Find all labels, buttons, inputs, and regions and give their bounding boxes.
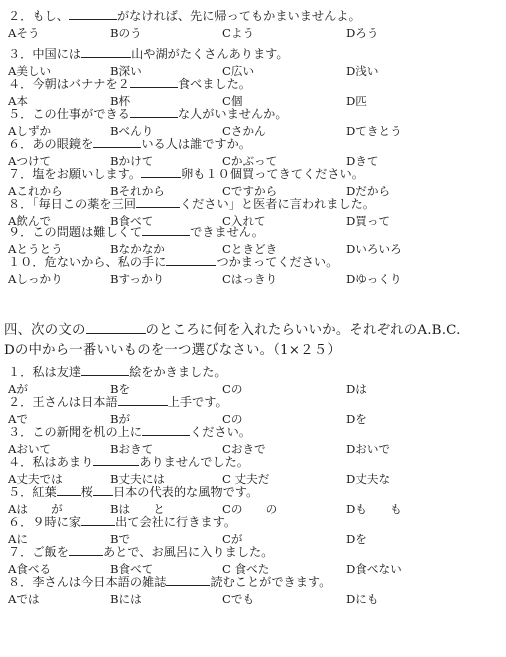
sq-option-d[interactable]: D食べない <box>346 562 402 576</box>
sq-option-a[interactable]: A丈夫では <box>8 472 63 486</box>
q-answer-blank[interactable] <box>69 8 117 20</box>
sq-question-text: ８．李さんは今日本語の雑誌 <box>8 575 167 589</box>
q-question-text: 山や湖がたくさんあります。 <box>131 47 289 61</box>
sq-option-a[interactable]: Aで <box>8 412 28 426</box>
sq-option-c[interactable]: Cの <box>222 412 243 426</box>
q-option-a[interactable]: Aこれから <box>8 184 63 198</box>
sq-answer-blank[interactable] <box>93 454 139 466</box>
q-question-text: 食べました。 <box>177 77 251 91</box>
q-option-a[interactable]: A美しい <box>8 64 52 78</box>
q-option-b[interactable]: Bすっかり <box>110 272 165 286</box>
sq-option-c[interactable]: Cが <box>222 532 243 546</box>
q-option-c[interactable]: Cですから <box>222 184 278 198</box>
q-question-8 <box>8 224 264 239</box>
q-option-b[interactable]: Bそれから <box>110 184 165 198</box>
q-question-2 <box>8 46 289 61</box>
q-answer-blank[interactable] <box>142 224 190 236</box>
sq-answer-blank[interactable] <box>166 574 210 586</box>
sq-question-text: 絵をかきました。 <box>129 365 227 379</box>
q-question-text: ９．この問題は難しくて <box>8 225 143 239</box>
q-question-text: ５．この仕事ができる <box>8 107 130 121</box>
q-question-text: 卵も１０個買ってきてください。 <box>181 167 364 181</box>
sq-question-text: 出て会社に行きます。 <box>115 515 237 529</box>
q-answer-blank[interactable] <box>130 76 178 88</box>
sq-question-text: ２．王さんは日本語 <box>8 395 118 409</box>
q-answer-blank[interactable] <box>93 136 141 148</box>
sq-option-c[interactable]: C 食べた <box>222 562 270 576</box>
sq-option-b[interactable]: Bで <box>110 532 131 546</box>
sq-option-b[interactable]: B丈夫には <box>110 472 165 486</box>
q-question-9 <box>8 254 338 269</box>
sq-question-text: １．私は友達 <box>8 365 82 379</box>
q-option-c[interactable]: C個 <box>222 94 243 108</box>
section-heading-line2: Dの中から一番いいものを一つ選びなさい。（1×２５） <box>4 343 341 358</box>
q-option-a[interactable]: A本 <box>8 94 28 108</box>
q-question-7 <box>8 196 375 211</box>
sq-question-5 <box>8 484 258 499</box>
q-option-c[interactable]: C広い <box>222 64 255 78</box>
q-option-a[interactable]: Aしずか <box>8 124 52 138</box>
section-heading-line1 <box>4 322 461 339</box>
q-option-d[interactable]: Dいろいろ <box>346 242 402 256</box>
q-option-d[interactable]: Dろう <box>346 26 379 40</box>
q-option-c[interactable]: Cかぶって <box>222 154 278 168</box>
sq-option-c[interactable]: C 丈夫だ <box>222 472 270 486</box>
sq-answer-blank[interactable] <box>81 514 115 526</box>
sq-option-d[interactable]: Dも も <box>346 502 402 516</box>
sq-question-text: ５．紅葉 <box>8 485 57 499</box>
q-answer-blank[interactable] <box>130 106 178 118</box>
q-question-text: な人がいませんか。 <box>177 107 288 121</box>
q-option-c[interactable]: Cさかん <box>222 124 266 138</box>
q-option-a[interactable]: A飲んで <box>8 214 52 228</box>
q-question-1 <box>8 8 361 23</box>
q-option-a[interactable]: Aつけて <box>8 154 52 168</box>
q-answer-blank[interactable] <box>81 46 131 58</box>
q-question-text: ２．もし、 <box>8 9 69 23</box>
sq-question-text: ３．この新聞を机の上に <box>8 425 143 439</box>
q-option-c[interactable]: Cときどき <box>222 242 278 256</box>
sq-question-text: 読むことができます。 <box>210 575 332 589</box>
sq-question-text: ６．９時に家 <box>8 515 82 529</box>
sq-question-text: 上手です。 <box>167 395 228 409</box>
q-question-text: ４．今朝はバナナを２ <box>8 77 130 91</box>
q-option-d[interactable]: Dてきとう <box>346 124 402 138</box>
q-option-c[interactable]: Cよう <box>222 26 255 40</box>
section-blank[interactable] <box>86 322 146 334</box>
sq-option-c[interactable]: Cでも <box>222 592 255 606</box>
sq-question-3 <box>8 424 251 439</box>
sq-option-a[interactable]: Aが <box>8 382 28 396</box>
sq-question-2 <box>8 394 228 409</box>
sq-option-a[interactable]: Aに <box>8 532 28 546</box>
sq-option-d[interactable]: Dおいで <box>346 442 391 456</box>
q-question-text: １０．危ないから、私の手に <box>8 255 167 269</box>
sq-question-text: ください。 <box>190 425 251 439</box>
q-question-text: ８．「毎日この薬を三回 <box>8 197 136 211</box>
sq-option-c[interactable]: Cの <box>222 382 243 396</box>
sq-question-text: ありませんでした。 <box>139 455 249 469</box>
section-text: のところに何を入れたらいいか。それぞれのA.B.C. <box>145 323 461 338</box>
sq-question-text: あとで、お風呂に入りました。 <box>102 545 274 559</box>
q-option-b[interactable]: Bのう <box>110 26 142 40</box>
sq-option-b[interactable]: Bおきて <box>110 442 154 456</box>
q-question-text: ください」と医者に言われました。 <box>179 197 375 211</box>
q-option-b[interactable]: B杯 <box>110 94 131 108</box>
q-option-d[interactable]: Dきて <box>346 154 379 168</box>
q-question-text: できません。 <box>190 225 264 239</box>
q-question-text: つかまってください。 <box>216 255 339 269</box>
q-question-text: ７．塩をお願いします。 <box>8 167 142 181</box>
q-option-b[interactable]: B食べて <box>110 214 154 228</box>
q-question-4 <box>8 106 288 121</box>
q-question-text: いる人は誰ですか。 <box>141 137 251 151</box>
sq-question-text: 日本の代表的な風物です。 <box>112 485 259 499</box>
sq-answer-blank[interactable] <box>118 394 168 406</box>
q-question-text: ３．中国には <box>8 47 82 61</box>
q-option-a[interactable]: Aしっかり <box>8 272 63 286</box>
q-option-a[interactable]: Aそう <box>8 26 40 40</box>
sq-option-b[interactable]: Bには <box>110 592 142 606</box>
sq-option-b[interactable]: Bを <box>110 382 131 396</box>
sq-option-a[interactable]: A食べる <box>8 562 52 576</box>
q-option-d[interactable]: D買って <box>346 214 391 228</box>
q-option-b[interactable]: B深い <box>110 64 142 78</box>
q-answer-blank[interactable] <box>166 254 216 266</box>
sq-option-d[interactable]: Dを <box>346 412 367 426</box>
sq-option-d[interactable]: D丈夫な <box>346 472 391 486</box>
section-text: 四、次の文の <box>4 323 86 338</box>
sq-option-c[interactable]: Cおきで <box>222 442 266 456</box>
sq-option-c[interactable]: Cの の <box>222 502 278 516</box>
q-question-text: がなければ、先に帰ってもかまいませんよ。 <box>116 9 361 23</box>
q-answer-blank[interactable] <box>136 196 180 208</box>
sq-option-a[interactable]: Aは が <box>8 502 63 516</box>
sq-option-b[interactable]: Bは と <box>110 502 165 516</box>
sq-option-d[interactable]: Dは <box>346 382 367 396</box>
sq-option-b[interactable]: Bが <box>110 412 131 426</box>
q-option-d[interactable]: Dだから <box>346 184 391 198</box>
sq-answer-blank[interactable] <box>69 544 103 556</box>
q-option-c[interactable]: Cはっきり <box>222 272 278 286</box>
sq-question-1 <box>8 364 227 379</box>
q-option-b[interactable]: Bべんり <box>110 124 154 138</box>
sq-question-6 <box>8 514 236 529</box>
q-question-text: ６．あの眼鏡を <box>8 137 94 151</box>
q-option-d[interactable]: D浅い <box>346 64 379 78</box>
q-question-5 <box>8 136 251 151</box>
sq-option-a[interactable]: Aおいて <box>8 442 52 456</box>
sq-question-8 <box>8 574 331 589</box>
sq-option-d[interactable]: Dを <box>346 532 367 546</box>
q-question-3 <box>8 76 251 91</box>
q-option-d[interactable]: Dゆっくり <box>346 272 402 286</box>
q-option-b[interactable]: Bなかなか <box>110 242 165 256</box>
sq-answer-blank[interactable] <box>142 424 190 436</box>
q-option-b[interactable]: Bかけて <box>110 154 154 168</box>
q-option-c[interactable]: C入れて <box>222 214 266 228</box>
q-answer-blank[interactable] <box>141 166 181 178</box>
sq-question-text: ７．ご飯を <box>8 545 69 559</box>
sq-answer-blank[interactable] <box>57 484 81 496</box>
sq-option-a[interactable]: Aでは <box>8 592 40 606</box>
q-option-a[interactable]: Aとうとう <box>8 242 63 256</box>
sq-question-text: 桜 <box>80 485 93 499</box>
q-option-d[interactable]: D匹 <box>346 94 367 108</box>
sq-option-d[interactable]: Dにも <box>346 592 379 606</box>
sq-answer-blank[interactable] <box>81 364 129 376</box>
sq-question-text: ４．私はあまり <box>8 455 94 469</box>
sq-answer-blank[interactable] <box>93 484 113 496</box>
sq-question-7 <box>8 544 273 559</box>
q-question-6 <box>8 166 364 181</box>
sq-question-4 <box>8 454 249 469</box>
sq-option-b[interactable]: B食べて <box>110 562 154 576</box>
